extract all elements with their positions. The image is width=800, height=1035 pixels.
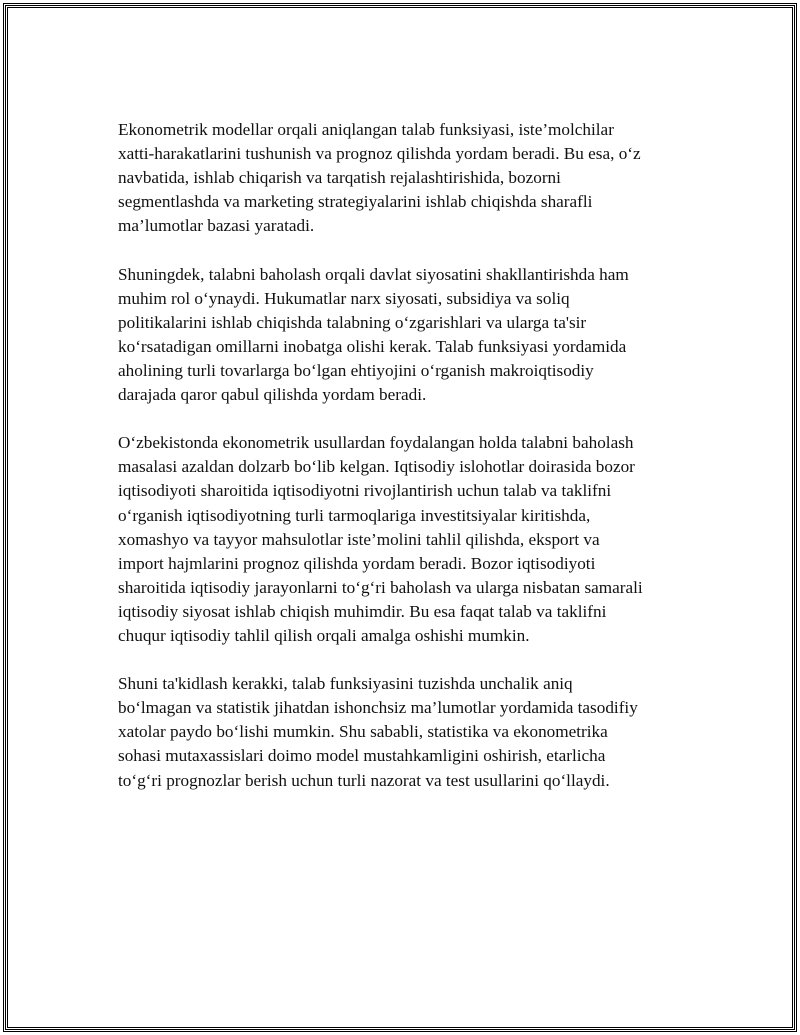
text-line: sharoitida iqtisodiy jarayonlarni to‘g‘ri baholash va ularga nisbatan samarali (118, 577, 643, 597)
text-line: iqtisodiy siyosat ishlab chiqish muhimdir. Bu esa faqat talab va taklifni (118, 601, 607, 621)
text-line: O‘zbekistonda ekonometrik usullardan foydalangan holda talabni baholash (118, 433, 634, 453)
paragraph-4 (118, 672, 690, 792)
text-line: aholining turli tovarlarga bo‘lgan ehtiyojini o‘rganish makroiqtisodiy (118, 360, 594, 380)
text-line: navbatida, ishlab chiqarish va tarqatish rejalashtirishida, bozorni (118, 168, 561, 188)
text-line: Shuni ta'kidlash kerakki, talab funksiyasini tuzishda unchalik aniq (118, 674, 573, 694)
text-line: to‘g‘ri prognozlar berish uchun turli nazorat va test usullarini qo‘llaydi. (118, 770, 610, 790)
text-line: segmentlashda va marketing strategiyalarini ishlab chiqishda sharafli (118, 192, 593, 212)
text-line: Shuningdek, talabni baholash orqali davlat siyosatini shakllantirishda ham (118, 264, 629, 284)
document-body (118, 118, 690, 817)
text-line: masalasi azaldan dolzarb bo‘lib kelgan. Iqtisodiy islohotlar doirasida bozor (118, 457, 635, 477)
text-line: politikalarini ishlab chiqishda talabning o‘zgarishlari va ularga ta'sir (118, 312, 587, 332)
text-line: Ekonometrik modellar orqali aniqlangan talab funksiyasi, iste’molchilar (118, 120, 614, 139)
text-line: bo‘lmagan va statistik jihatdan ishonchsiz ma’lumotlar yordamida tasodifiy (118, 698, 638, 718)
text-line: muhim rol o‘ynaydi. Hukumatlar narx siyosati, subsidiya va soliq (118, 288, 570, 308)
paragraph-2 (118, 263, 690, 408)
text-line: ma’lumotlar bazasi yaratadi. (118, 216, 315, 236)
text-line: xatolar paydo bo‘lishi mumkin. Shu sababli, statistika va ekonometrika (118, 722, 608, 742)
text-line: import hajmlarini prognoz qilishda yordam beradi. Bozor iqtisodiyoti (118, 553, 596, 573)
text-line: ko‘rsatadigan omillarni inobatga olishi kerak. Talab funksiyasi yordamida (118, 336, 627, 356)
text-line: xomashyo va tayyor mahsulotlar iste’molini tahlil qilishda, eksport va (118, 529, 600, 549)
text-line: iqtisodiyoti sharoitida iqtisodiyotni rivojlantirish uchun talab va taklifni (118, 481, 612, 501)
text-line: o‘rganish iqtisodiyotning turli tarmoqlariga investitsiyalar kiritishda, (118, 505, 591, 525)
text-line: chuqur iqtisodiy tahlil qilish orqali amalga oshishi mumkin. (118, 625, 530, 645)
text-line: xatti-harakatlarini tushunish va prognoz qilishda yordam beradi. Bu esa, o‘z (118, 144, 641, 164)
paragraph-3 (118, 431, 690, 648)
text-line: darajada qaror qabul qilishda yordam beradi. (118, 385, 427, 405)
paragraph-1 (118, 118, 690, 238)
text-line: sohasi mutaxassislari doimo model mustahkamligini oshirish, etarlicha (118, 746, 606, 766)
